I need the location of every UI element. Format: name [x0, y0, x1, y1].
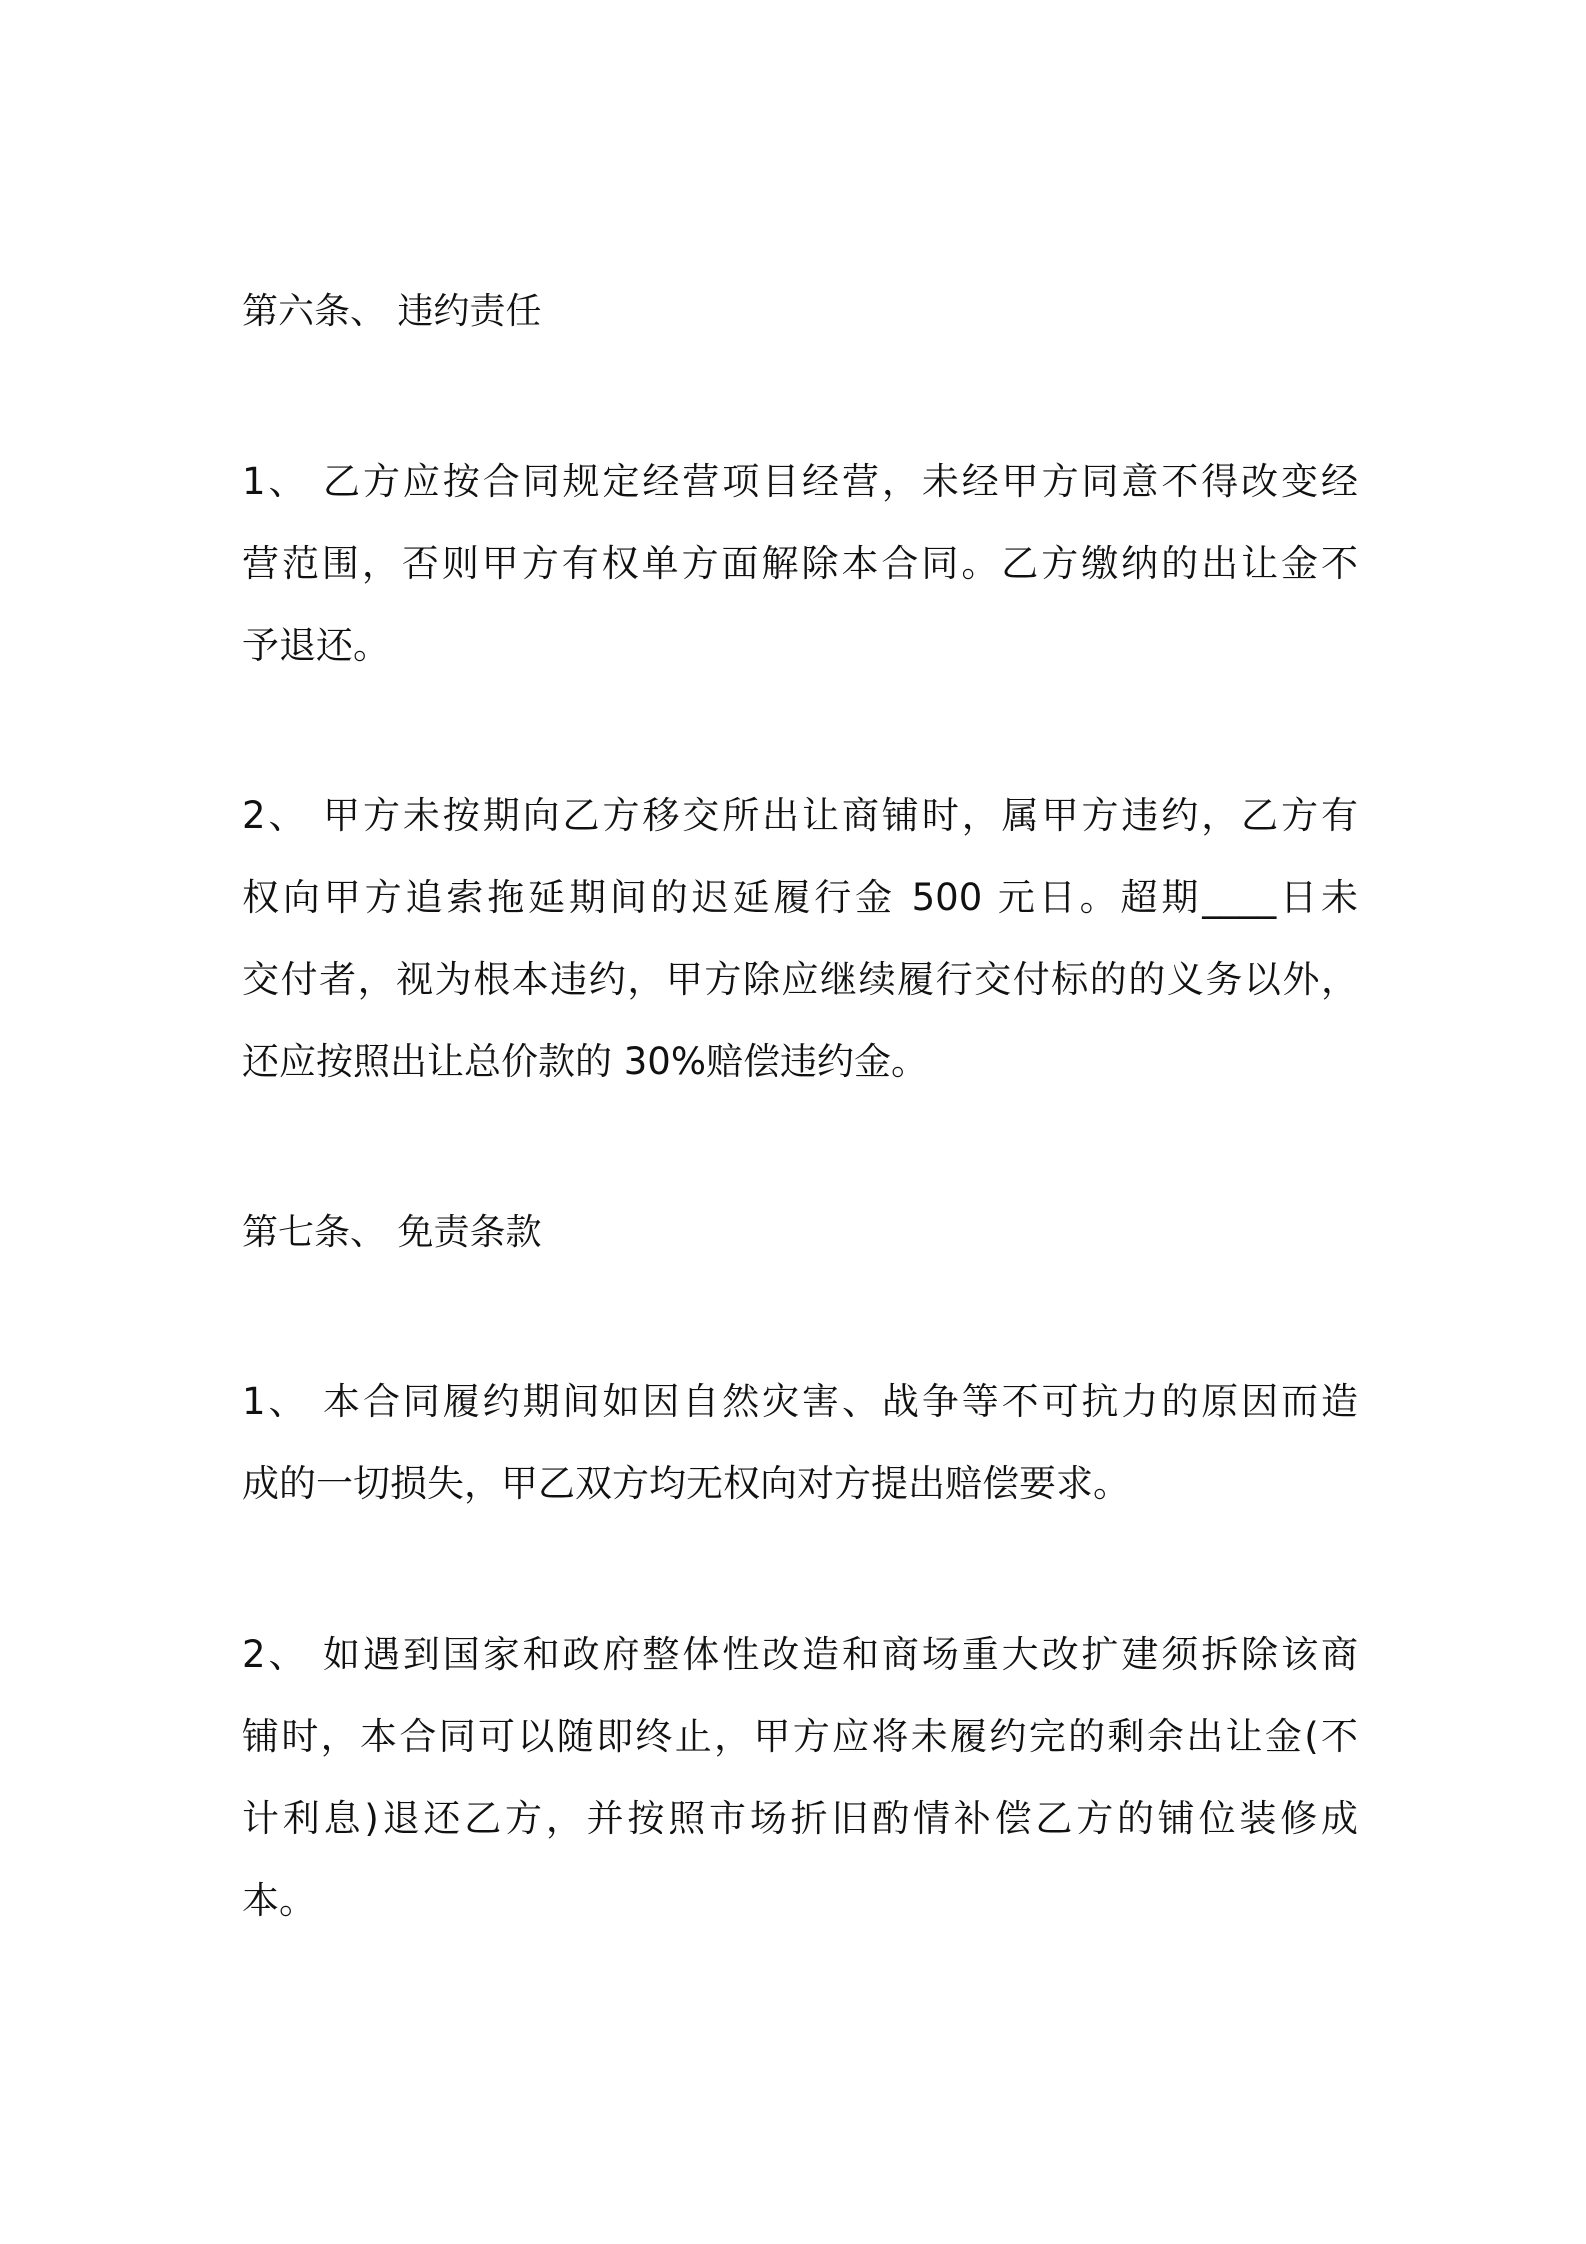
clause-line: 营范围，否则甲方有权单方面解除本合同。乙方缴纳的出让金不: [242, 542, 1358, 585]
clause-line: 还应按照出让总价款的 30%赔偿违约金。: [242, 1040, 928, 1083]
clause-line: 权向甲方追索拖延期间的迟延履行金 500 元日。超期____日未: [242, 876, 1358, 919]
clause-line: 1、 乙方应按合同规定经营项目经营，未经甲方同意不得改变经: [242, 460, 1358, 503]
section-7-heading: 第七条、 免责条款: [242, 1212, 542, 1253]
section-6-heading: 第六条、 违约责任: [242, 291, 542, 332]
section-6-clause-2: [242, 775, 1358, 1103]
clause-line: 本。: [242, 1879, 316, 1922]
clause-line: 计利息)退还乙方，并按照市场折旧酌情补偿乙方的铺位装修成: [242, 1797, 1358, 1840]
clause-line: 2、 甲方未按期向乙方移交所出让商铺时，属甲方违约，乙方有: [242, 794, 1358, 837]
section-6-clause-1: [242, 441, 1358, 687]
clause-line: 交付者，视为根本违约，甲方除应继续履行交付标的的义务以外，: [242, 958, 1358, 1001]
clause-line: 2、 如遇到国家和政府整体性改造和商场重大改扩建须拆除该商: [242, 1633, 1358, 1676]
clause-line: 成的一切损失，甲乙双方均无权向对方提出赔偿要求。: [242, 1462, 1130, 1505]
clause-line: 予退还。: [242, 624, 390, 667]
clause-line: 铺时，本合同可以随即终止，甲方应将未履约完的剩余出让金(不: [242, 1715, 1358, 1758]
section-7-clause-1: [242, 1361, 1358, 1525]
section-7-clause-2: [242, 1614, 1358, 1942]
clause-line: 1、 本合同履约期间如因自然灾害、战争等不可抗力的原因而造: [242, 1380, 1358, 1423]
